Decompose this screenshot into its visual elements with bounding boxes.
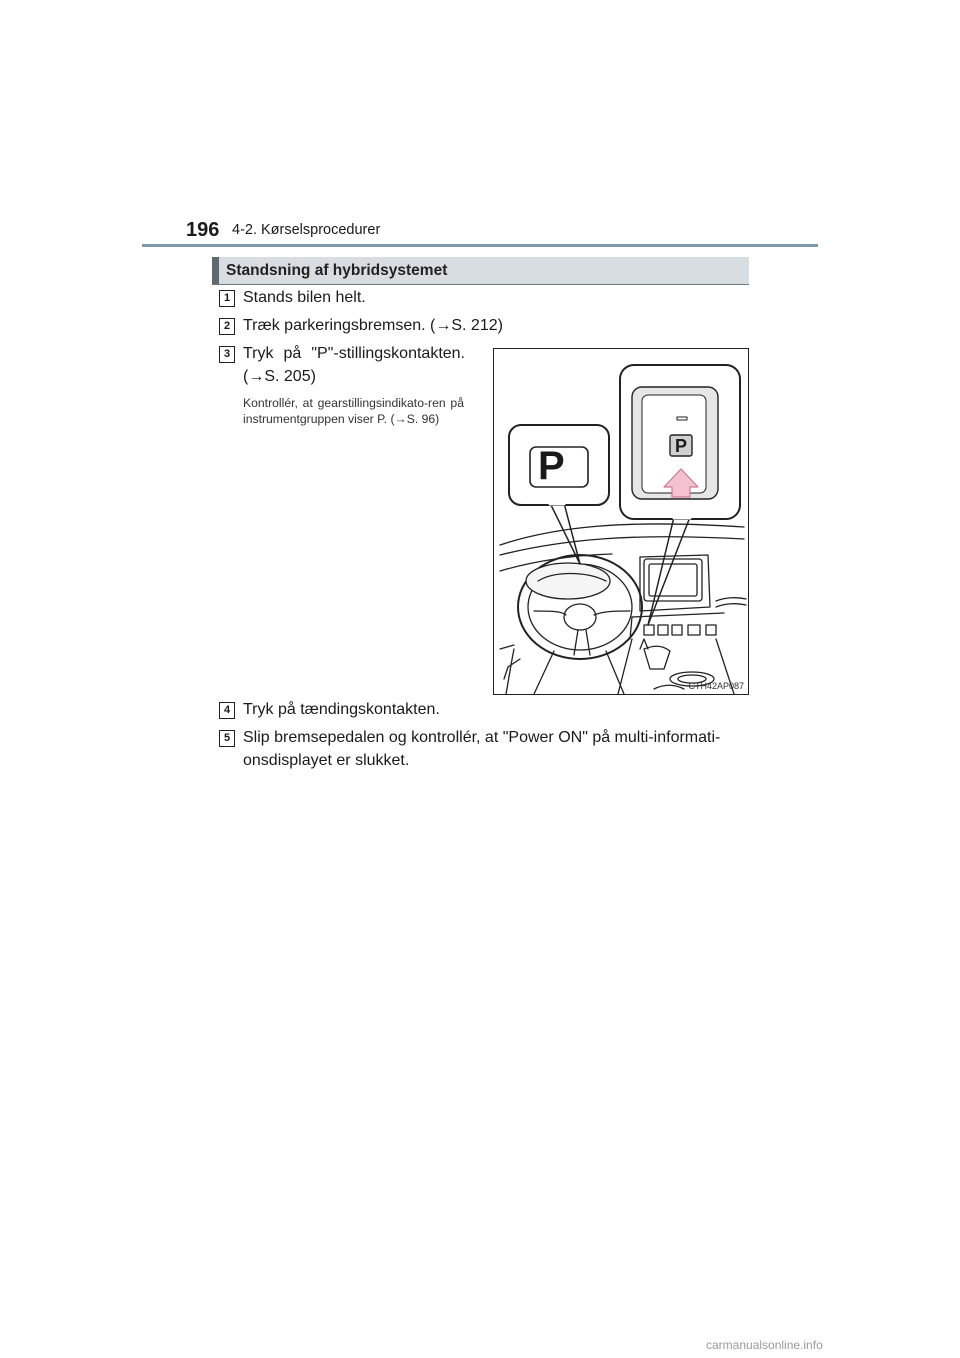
step-badge-5: 5 xyxy=(219,730,235,747)
step-text-5-line1: Slip bremsepedalen og kontrollér, at "Power ON" på multi-informati- xyxy=(243,729,721,746)
step-text-2: Træk parkeringsbremsen. (→S. 212) xyxy=(243,317,503,334)
step-badge-3: 3 xyxy=(219,346,235,363)
page-number: 196 xyxy=(186,219,220,241)
step-text-1: Stands bilen helt. xyxy=(243,289,366,306)
step-badge-2: 2 xyxy=(219,318,235,335)
step-badge-1: 1 xyxy=(219,290,235,307)
step-badge-4: 4 xyxy=(219,702,235,719)
section-heading-bar xyxy=(212,257,219,284)
dashboard-illustration xyxy=(494,349,748,694)
section-reference: 4-2. Kørselsprocedurer xyxy=(232,222,381,238)
figure-code: CTH42AP087 xyxy=(688,681,744,691)
header-rule xyxy=(142,244,818,247)
callout-p-letter: P xyxy=(538,444,565,488)
section-heading-title: Standsning af hybridsystemet xyxy=(226,262,448,279)
step-text-4: Tryk på tændingskontakten. xyxy=(243,701,440,718)
step-text-3-line2: (→S. 205) xyxy=(243,368,316,385)
step-text-5-line2: onsdisplayet er slukket. xyxy=(243,752,410,769)
step-text-3-line1: Tryk på "P"-stillingskontakten. xyxy=(243,345,465,362)
section-heading xyxy=(212,257,749,285)
figure-park-switch xyxy=(493,348,749,695)
watermark: carmanualsonline.info xyxy=(706,1338,823,1352)
switch-p-letter: P xyxy=(675,436,688,456)
step-note-3: Kontrollér, at gearstillingsindikato-ren på instrumentgruppen viser P. (→S. 96) xyxy=(243,396,464,426)
